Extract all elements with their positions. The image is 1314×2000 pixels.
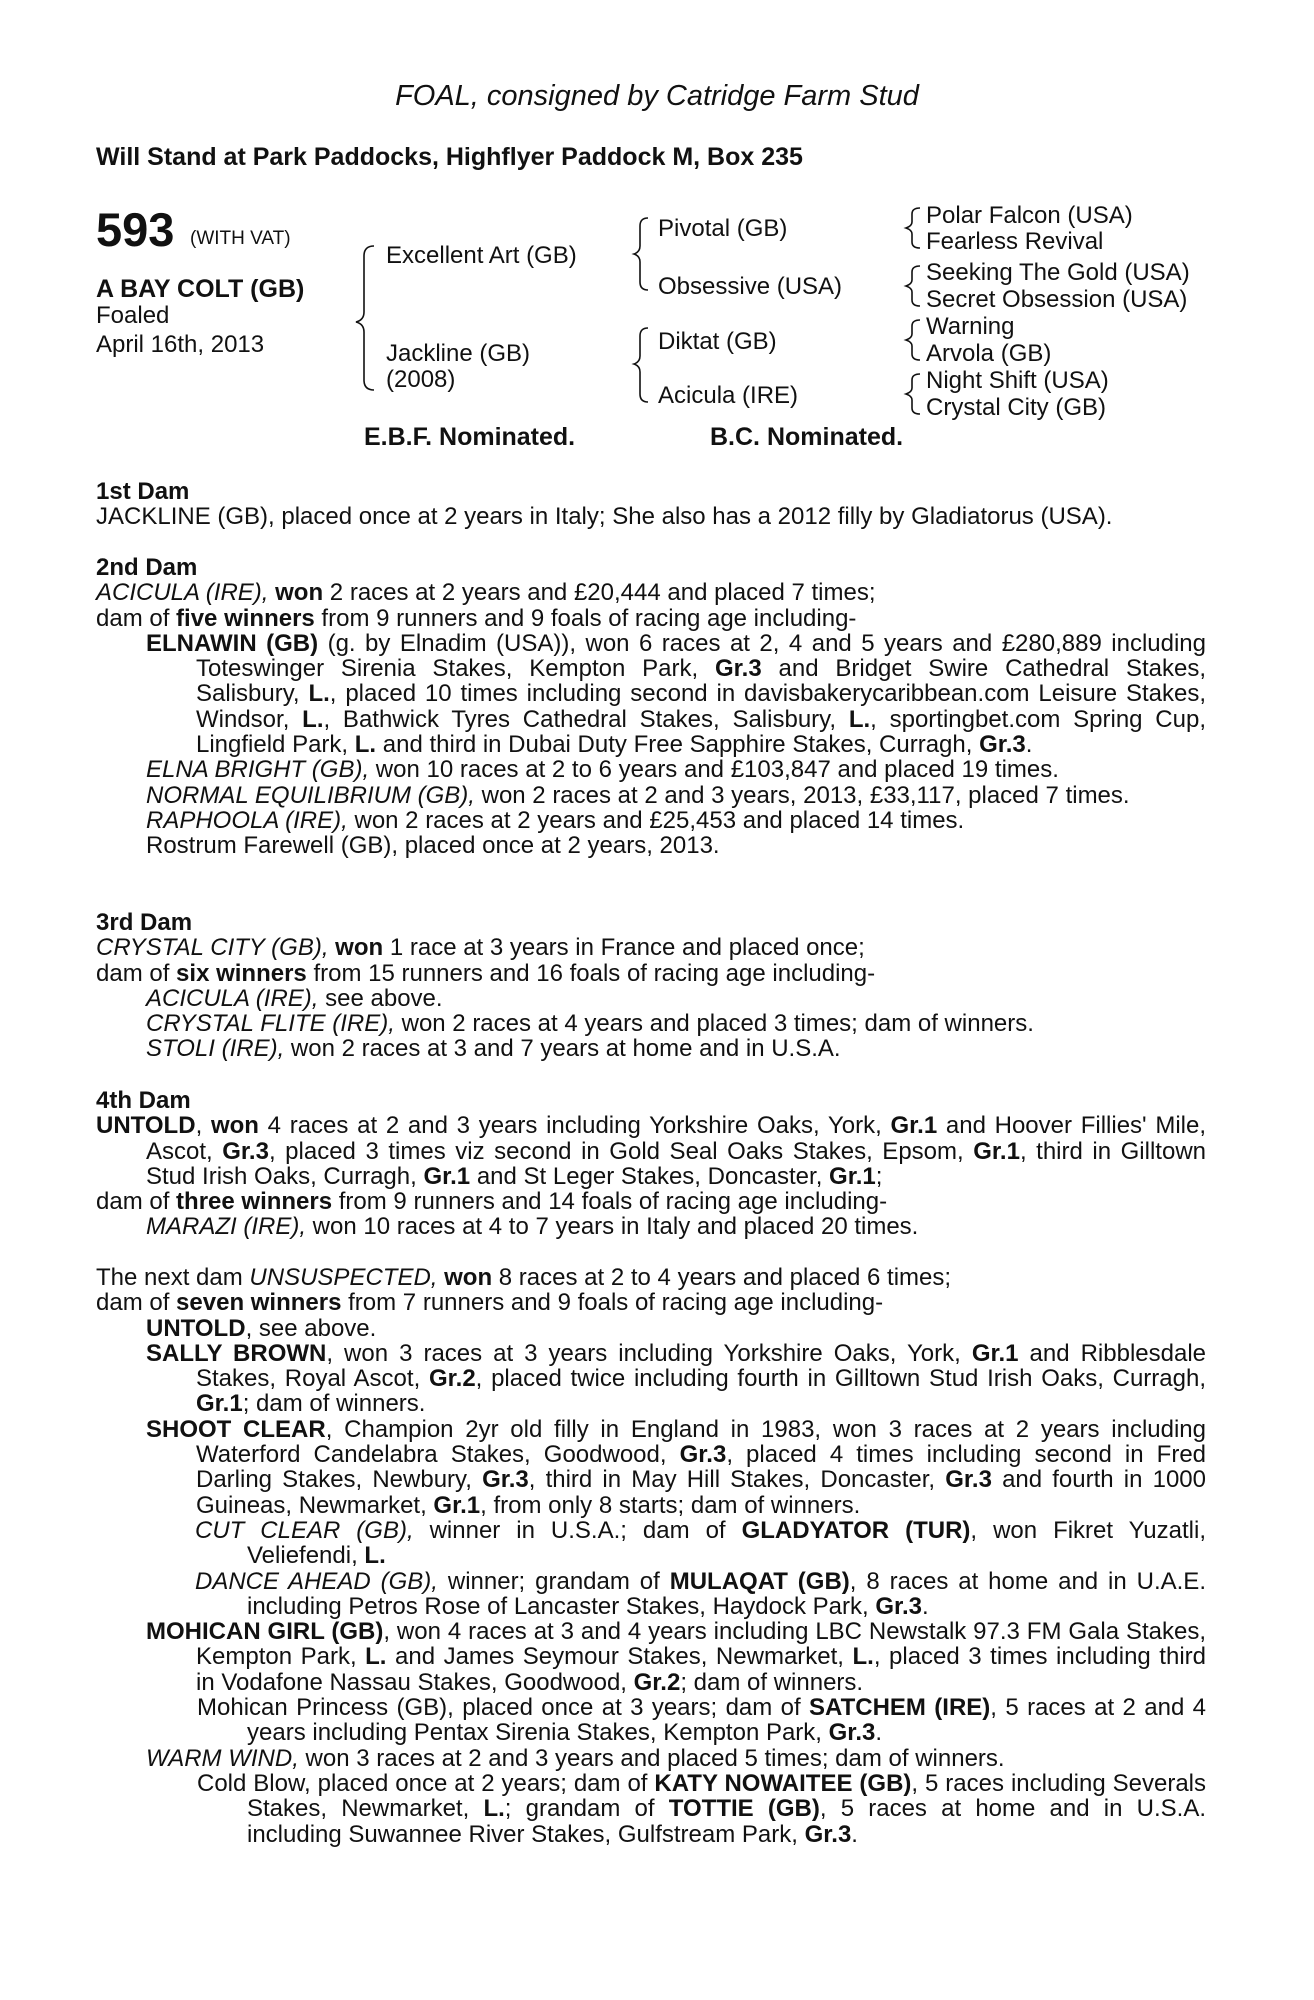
stand-location: Will Stand at Park Paddocks, Highflyer Paddock M, Box 235 — [96, 143, 803, 171]
progeny-mohican-girl: MOHICAN GIRL (GB), won 4 races at 3 and 4 years including LBC Newstalk 97.3 FM Gala Stakes, Kempton Park, L. and James Seymour Stakes, Newmarket, L., placed 3 times including third in Vodafone Nassau Stakes, Goodwood, Gr.2; dam of winners. — [146, 1618, 1207, 1696]
progeny-warm-wind: WARM WIND, won 3 races at 2 and 3 years and placed 5 times; dam of winners. — [146, 1744, 1005, 1772]
second-dam-section — [96, 555, 1206, 859]
third-dam-section — [96, 910, 1206, 1062]
progeny-marazi: MARAZI (IRE), won 10 races at 4 to 7 years in Italy and placed 20 times. — [146, 1213, 919, 1241]
second-dam-line-1: ACICULA (IRE), won 2 races at 2 years and £20,444 and placed 7 times; — [96, 579, 876, 607]
pedigree-ggd-1: Fearless Revival — [926, 228, 1104, 255]
progeny-acicula: ACICULA (IRE), see above. — [146, 984, 443, 1012]
progeny-shoot-clear: SHOOT CLEAR, Champion 2yr old filly in England in 1983, won 3 races at 2 years including Waterford Candelabra Stakes, Goodwood, Gr.3, placed 4 times including second in Fred Darling Stakes, Newbury, Gr.3, third in May Hill Stakes, Doncaster, Gr.3 and fourth in 1000 Guineas, Newmarket, Gr.1, from only 8 starts; dam of winners. — [146, 1415, 1207, 1519]
vat-note: (WITH VAT) — [190, 228, 291, 249]
consignor-line: FOAL, consigned by Catridge Farm Stud — [395, 80, 919, 112]
pedigree-sire-sire: Pivotal (GB) — [658, 215, 788, 242]
lot-number: 593 — [96, 203, 175, 256]
third-dam-line-1: CRYSTAL CITY (GB), won 1 race at 3 years in France and placed once; — [96, 934, 865, 962]
pedigree-sire: Excellent Art (GB) — [386, 242, 577, 269]
ebf-nominated: E.B.F. Nominated. — [364, 423, 576, 451]
progeny-cut-clear: CUT CLEAR (GB), winner in U.S.A.; dam of GLADYATOR (TUR), won Fikret Yuzatli, Veliefendi, L. — [195, 1516, 1206, 1570]
progeny-normal-equilibrium: NORMAL EQUILIBRIUM (GB), won 2 races at 2 and 3 years, 2013, £33,117, placed 7 times. — [146, 781, 1130, 809]
pedigree-ggd-4: Crystal City (GB) — [926, 394, 1106, 421]
next-dam-line-1: The next dam UNSUSPECTED, won 8 races at 2 to 4 years and placed 6 times; — [96, 1264, 952, 1291]
progeny-mohican-princess: Mohican Princess (GB), placed once at 3 years; dam of SATCHEM (IRE), 5 races at 2 and 4 years including Pentax Sirenia Stakes, Kempton Park, Gr.3. — [197, 1694, 1207, 1747]
progeny-sally-brown: SALLY BROWN, won 3 races at 3 years including Yorkshire Oaks, York, Gr.1 and Ribblesdale Stakes, Royal Ascot, Gr.2, placed twice including fourth in Gilltown Stud Irish Oaks, Curragh, Gr.1; dam of winners. — [146, 1339, 1207, 1418]
pedigree-ggs-3: Warning — [926, 313, 1015, 340]
first-dam-heading: 1st Dam — [96, 478, 190, 505]
third-dam-heading: 3rd Dam — [96, 909, 193, 936]
pedigree-ggd-2: Secret Obsession (USA) — [926, 286, 1188, 313]
pedigree-dam-sire: Diktat (GB) — [658, 328, 777, 355]
next-dam-line-2: dam of seven winners from 7 runners and 9 foals of racing age including- — [96, 1289, 884, 1317]
foaled-date: April 16th, 2013 — [96, 331, 265, 358]
progeny-cold-blow: Cold Blow, placed once at 2 years; dam of KATY NOWAITEE (GB), 5 races including Severals Stakes, Newmarket, L.; grandam of TOTTIE (GB), 5 races at home and in U.S.A. including Suwannee River Stakes, Gulfstream Park, Gr.3. — [197, 1769, 1206, 1848]
pedigree-sire-dam: Obsessive (USA) — [658, 273, 843, 300]
second-dam-heading: 2nd Dam — [96, 554, 198, 581]
pedigree-ggs-2: Seeking The Gold (USA) — [926, 259, 1190, 286]
progeny-crystal-flite: CRYSTAL FLITE (IRE), won 2 races at 4 years and placed 3 times; dam of winners. — [146, 1010, 1034, 1038]
foaled-label: Foaled — [96, 302, 170, 329]
fourth-dam-line-2: dam of three winners from 9 runners and 14 foals of racing age including- — [96, 1188, 888, 1216]
lot-title: A BAY COLT (GB) — [96, 275, 305, 303]
progeny-untold: UNTOLD, see above. — [146, 1314, 377, 1342]
pedigree-ggs-1: Polar Falcon (USA) — [926, 202, 1133, 229]
pedigree-dam: Jackline (GB) — [386, 340, 531, 367]
pedigree-bracket-lines — [0, 0, 1314, 460]
progeny-rostrum-farewell: Rostrum Farewell (GB), placed once at 2 years, 2013. — [146, 832, 720, 860]
first-dam-section — [96, 479, 1206, 530]
pedigree-dam-dam: Acicula (IRE) — [658, 382, 799, 409]
fourth-dam-untold: UNTOLD, won 4 races at 2 and 3 years including Yorkshire Oaks, York, Gr.1 and Hoover Fillies' Mile, Ascot, Gr.3, placed 3 times viz second in Gold Seal Oaks Stakes, Epsom, Gr.1, third in Gilltown Stud Irish Oaks, Curragh, Gr.1 and St Leger Stakes, Doncaster, Gr.1; — [96, 1112, 1207, 1190]
pedigree-ggs-4: Night Shift (USA) — [926, 367, 1109, 394]
bc-nominated: B.C. Nominated. — [710, 423, 904, 451]
progeny-elnawin: ELNAWIN (GB) (g. by Elnadim (USA)), won 6 races at 2, 4 and 5 years and £280,889 including Toteswinger Sirenia Stakes, Kempton Park, Gr.3 and Bridget Swire Cathedral Stakes, Salisbury, L., placed 10 times including second in davisbakerycaribbean.com Leisure Stakes, Windsor, L., Bathwick Tyres Cathedral Stakes, Salisbury, L., sportingbet.com Spring Cup, Lingfield Park, L. and third in Dubai Duty Free Sapphire Stakes, Curragh, Gr.3. — [146, 629, 1207, 759]
fourth-dam-heading: 4th Dam — [96, 1087, 191, 1114]
third-dam-line-2: dam of six winners from 15 runners and 16 foals of racing age including- — [96, 959, 876, 987]
progeny-stoli: STOLI (IRE), won 2 races at 3 and 7 years at home and in U.S.A. — [146, 1035, 841, 1063]
progeny-raphoola: RAPHOOLA (IRE), won 2 races at 2 years and £25,453 and placed 14 times. — [146, 806, 965, 834]
fourth-dam-section — [96, 1088, 1206, 1240]
pedigree-dam-year: (2008) — [386, 366, 456, 393]
first-dam-text: JACKLINE (GB), placed once at 2 years in Italy; She also has a 2012 filly by Gladiatorus (USA). — [96, 503, 1113, 531]
next-dam-section — [96, 1265, 1206, 1847]
progeny-elna-bright: ELNA BRIGHT (GB), won 10 races at 2 to 6 years and £103,847 and placed 19 times. — [146, 756, 1059, 784]
second-dam-line-2: dam of five winners from 9 runners and 9 foals of racing age including- — [96, 604, 857, 632]
pedigree-ggd-3: Arvola (GB) — [926, 340, 1052, 367]
progeny-dance-ahead: DANCE AHEAD (GB), winner; grandam of MULAQAT (GB), 8 races at home and in U.A.E. including Petros Rose of Lancaster Stakes, Haydock Park, Gr.3. — [195, 1567, 1206, 1620]
